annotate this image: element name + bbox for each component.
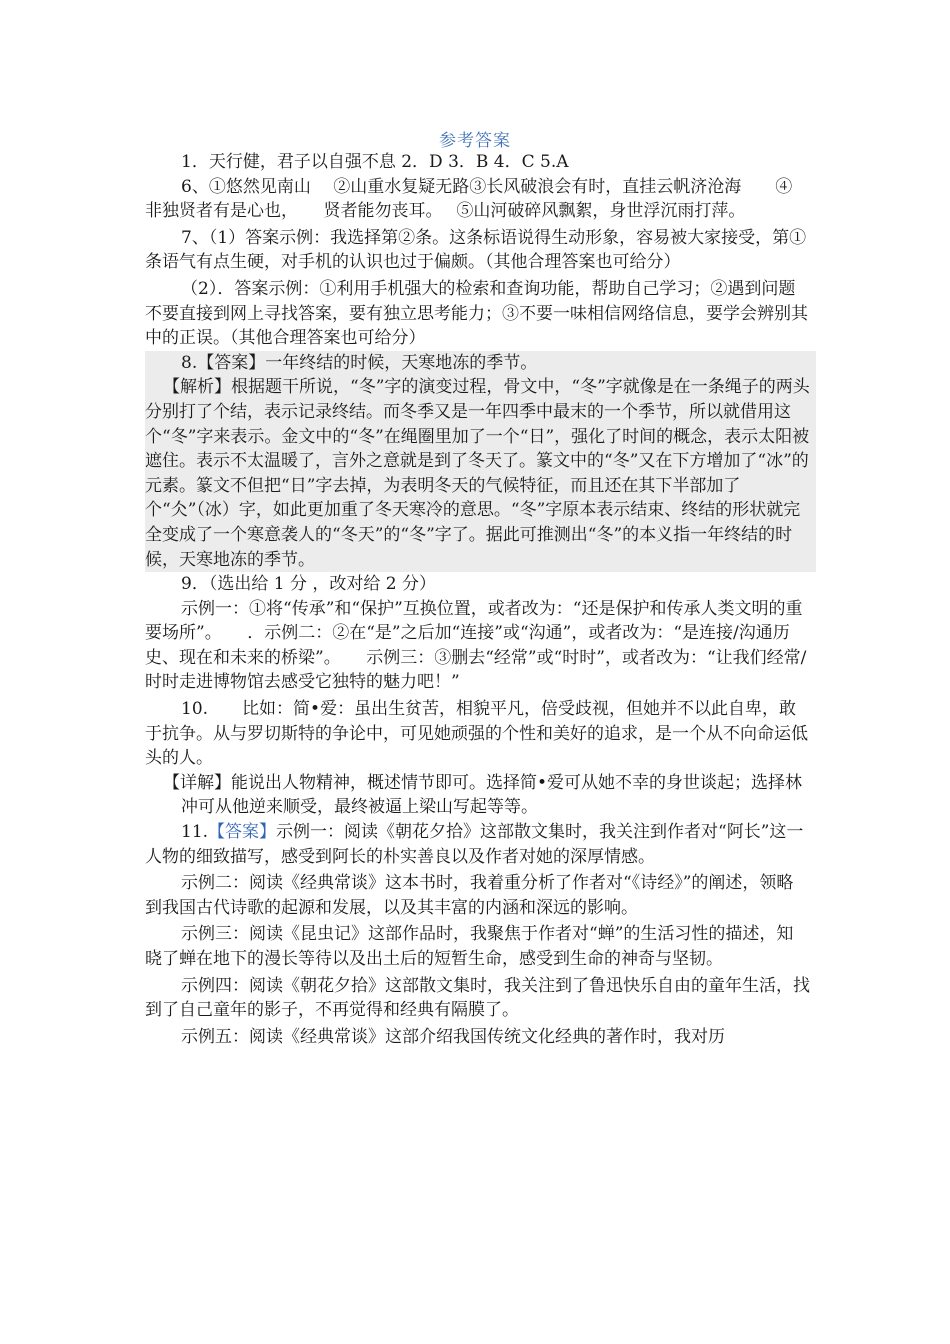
answer-8-shaded-block	[145, 351, 816, 572]
answer-11-example1: 示例一：阅读《朝花夕拾》这部散文集时，我关注到作者对“阿长”这一人物的细致描写，感受到阿长的朴实善良以及作者对她的深厚情感。	[145, 822, 804, 867]
answer-7-part2: （2）．答案示例：①利用手机强大的检索和查询功能，帮助自己学习；②遇到问题不要直接到网上寻找答案，要有独立思考能力；③不要一味相信网络信息，要学会辨别其中的正误。（其他合理答案也可给分）	[145, 278, 808, 349]
answer-8: 8.【答案】一年终结的时候，天寒地冻的季节。	[181, 352, 538, 373]
answer-11-example2: 示例二：阅读《经典常谈》这本书时，我着重分析了作者对“《诗经》”的阐述，领略到我国古代诗歌的起源和发展，以及其丰富的内涵和深远的影响。	[145, 873, 794, 918]
page-title: 参考答案	[439, 131, 511, 151]
answer-7-part1: 7、（1）答案示例：我选择第②条。这条标语说得生动形象，容易被大家接受，第①条语气有点生硬，对手机的认识也过于偏颇。（其他合理答案也可给分）	[145, 227, 807, 273]
answer-1-5: 1．天行健，君子以自强不息 2．D 3．B 4．C 5.A	[181, 152, 569, 172]
answer-11-example4: 示例四：阅读《朝花夕拾》这部散文集时，我关注到了鲁迅快乐自由的童年生活，找到了自己童年的影子，不再觉得和经典有隔膜了。	[145, 975, 810, 1021]
answer-11-example3: 示例三：阅读《昆虫记》这部作品时，我聚焦于作者对“蝉”的生活习性的描述，知晓了蝉在地下的漫长等待以及出土后的短暂生命，感受到生命的神奇与坚韧。	[145, 924, 794, 969]
answer-8-analysis: 【解析】根据题干所说，“冬”字的演变过程，骨文中，“冬”字就像是在一条绳子的两头分别打了个结，表示记录终结。而冬季又是一年四季中最末的一个季节，所以就借用这个“冬”字来表示。金文中的“冬”在绳圈里加了一个“日”，强化了时间的概念，表示太阳被遮住。表示不太温暖了，言外之意就是到了冬天了。篆文中的“冬”又在下方增加了“冰”的元素。篆文不但把“日”字去掉，为表明冬天的气候特征，而且还在其下半部加了个“仌”（冰）字，如此更加重了冬天寒冷的意思。“冬”字原本表示结束、终结的形状就完全变成了一个寒意袭人的“冬天”的“冬”字了。据此可推测出“冬”的本义指一年终结的时候，天寒地冻的季节。	[145, 377, 810, 570]
answer-11-number: 11.	[181, 822, 209, 843]
answer-6: 6、①悠然见南山 ②山重水复疑无路③长风破浪会有时，直挂云帆济沧海 ④ 非独贤者有是心也， 贤者能勿丧耳。 ⑤山河破碎风飘絮，身世浮沉雨打萍。	[145, 176, 793, 222]
answer-10-detail: 【详解】能说出人物精神，概述情节即可。选择简•爱可从她不幸的身世谈起；选择林冲可从他逆来顺受，最终被逼上梁山写起等等。	[163, 772, 803, 818]
answer-10: 10. 比如：简•爱：虽出生贫苦，相貌平凡，倍受歧视，但她并不以此自卑，敢于抗争。从与罗切斯特的争论中，可见她顽强的个性和美好的追求，是一个从不向命运低头的人。	[145, 699, 808, 769]
answer-9-examples: 示例一：①将“传承”和“保护”互换位置，或者改为：“还是保护和传承人类文明的重要场所”。 ．示例二：②在“是”之后加“连接”或“沟通”，或者改为：“是连接/沟通历史、现在和未来的桥梁”。 示例三：③删去“经常”或“时时”，或者改为：“让我们经常/时时走进博物馆去感受它独特的魅力吧！”	[145, 598, 807, 693]
answer-11	[145, 820, 810, 869]
answer-11-tag: 【答案】	[208, 822, 277, 843]
answer-content	[145, 150, 810, 1049]
answer-11-example5: 示例五：阅读《经典常谈》这部介绍我国传统文化经典的著作时，我对历	[181, 1026, 725, 1047]
answer-9: 9．（选出给 1 分 ，改对给 2 分）	[181, 574, 436, 595]
